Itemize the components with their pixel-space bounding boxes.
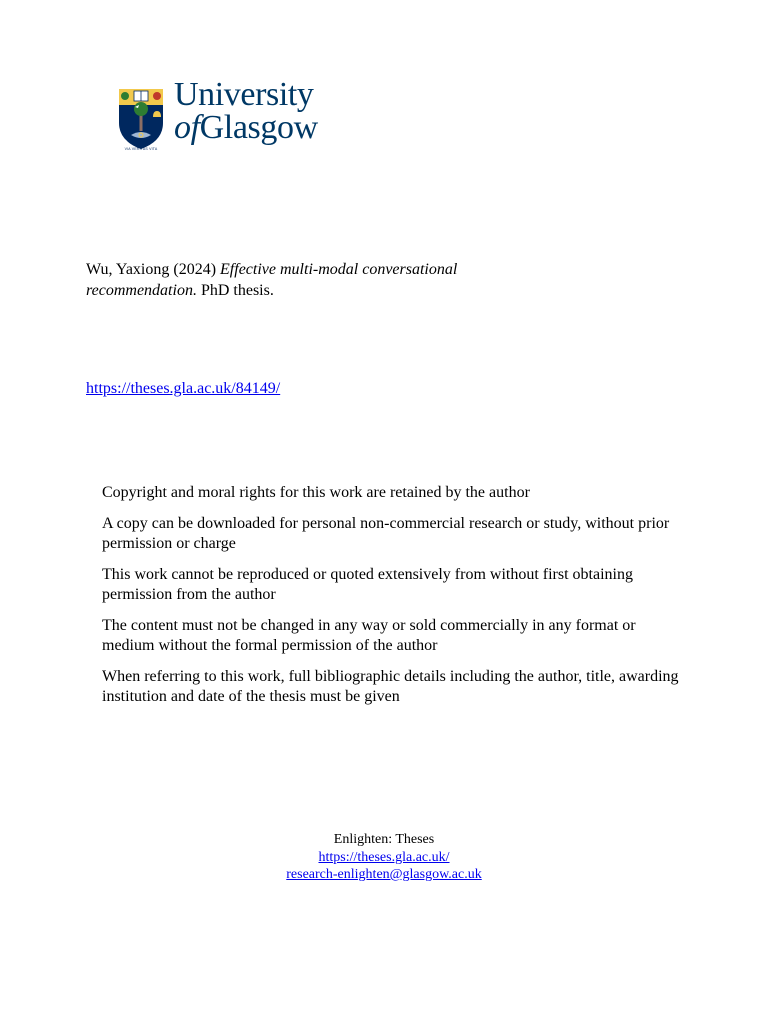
citation-title: Effective multi-modal conversational recommendation. bbox=[86, 261, 458, 299]
rights-item: This work cannot be reproduced or quoted extensively from without first obtaining permission from the author bbox=[102, 565, 633, 603]
thesis-url-link[interactable]: https://theses.gla.ac.uk/84149/ bbox=[86, 380, 281, 397]
logo-of: of bbox=[174, 109, 200, 146]
logo-line-glasgow bbox=[174, 111, 318, 144]
footer bbox=[0, 831, 768, 884]
logo-wordmark bbox=[174, 78, 318, 144]
university-logo bbox=[117, 76, 347, 156]
rights-item: The content must not be changed in any way or sold commercially in any format or medium without the formal permission of the author bbox=[102, 616, 636, 654]
logo-motto: VIA VERITAS VITA bbox=[124, 147, 158, 151]
rights-item: Copyright and moral rights for this work are retained by the author bbox=[102, 484, 530, 501]
logo-glasgow: Glasgow bbox=[199, 109, 318, 146]
footer-email-link[interactable]: research-enlighten@glasgow.ac.uk bbox=[286, 867, 482, 882]
rights-statements bbox=[102, 483, 682, 718]
citation bbox=[86, 259, 556, 301]
crest-icon bbox=[117, 87, 165, 151]
logo-line-university: University bbox=[174, 76, 314, 113]
footer-url-link[interactable]: https://theses.gla.ac.uk/ bbox=[318, 849, 450, 865]
rights-item: When referring to this work, full bibliographic details including the author, title, awarding institution and date of the thesis must be given bbox=[102, 667, 679, 705]
citation-suffix: PhD thesis. bbox=[196, 282, 274, 299]
rights-item: A copy can be downloaded for personal non-commercial research or study, without prior permission or charge bbox=[102, 514, 670, 552]
footer-name: Enlighten: Theses bbox=[333, 832, 435, 847]
citation-author-year: Wu, Yaxiong (2024) bbox=[86, 261, 221, 278]
